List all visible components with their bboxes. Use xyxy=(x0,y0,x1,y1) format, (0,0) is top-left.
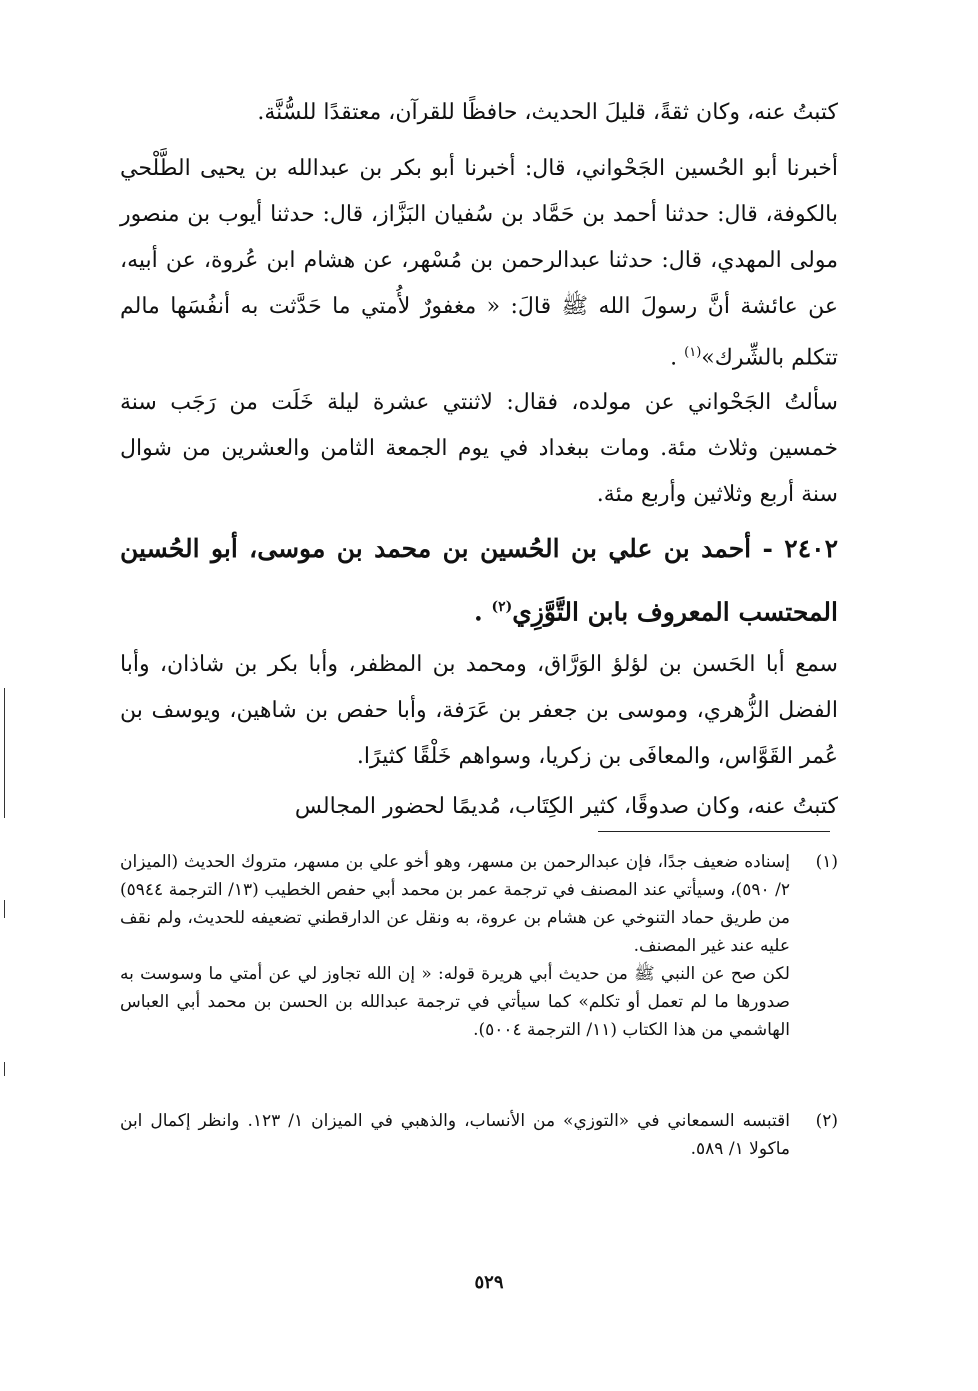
paragraph-2-text: أخبرنا أبو الحُسين الجَحْواني، قال: أخبرنا أبو بكر بن عبدالله بن يحيى الطَّلْحي بالكوفة، قال: حدثنا أحمد بن حَمَّاد بن سُفيان البَزَّاز، قال: حدثنا أيوب بن منصور مولى المهدي، قال: حدثنا عبدالرحمن بن مُسْهر، عن هشام ابن عُروة، عن أبيه، عن عائشة أنَّ رسولَ الله ﷺ قالَ: « مغفورٌ لأُمتي ما حَدَّثت به أنفُسَها مالم تتكلم بالشِّرك» xyxy=(120,156,838,371)
paragraph-5-text: كتبتُ عنه، وكان صدوقًا، كثير الكِتَاب، مُديمًا لحضور المجالس xyxy=(294,794,838,819)
footnote-ref-1[interactable]: (١) xyxy=(684,345,702,360)
paragraph-2-isnad xyxy=(120,146,838,381)
paragraph-3-text: سألتُ الجَحْواني عن مولده، فقال: لاثنتي عشرة ليلة خَلَت من رَجَب سنة خمسين وثلاث مئة. ومات ببغداد في يوم الجمعة الثامن والعشرين من شوال سنة أربع وثلاثين وأربع مئة. xyxy=(120,390,838,507)
footnote-1-text: إسناده ضعيف جدًا، فإن عبدالرحمن بن مسهر، وهو أخو علي بن مسهر، متروك الحديث (الميزان ٢/ ٥٩٠)، وسيأتي عند المصنف في ترجمة عمر بن محمد أبي حفص الخطيب (١٣/ الترجمة ٥٩٤٤) من طريق حماد التنوخي عن هشام بن عروة، به ونقل عن الدارقطني تضعيفه للحديث، ولم نقف عليه عند غير المصنف. xyxy=(120,852,790,956)
entry-heading xyxy=(120,520,838,641)
footnote-2-number: (٢) xyxy=(815,1111,838,1131)
footnote-2-text: اقتبسه السمعاني في «التوزي» من الأنساب، والذهبي في الميزان ١/ ١٢٣. وانظر إكمال ابن ماكولا ١/ ٥٨٩. xyxy=(120,1111,790,1159)
entry-heading-text: ٢٤٠٢ - أحمد بن علي بن الحُسين بن محمد بن موسى، أبو الحُسين المحتسب المعروف بابن التَّوَّزِي xyxy=(120,534,838,627)
footnote-1-text-continued: لكن صح عن النبي ﷺ من حديث أبي هريرة قوله: « إن الله تجاوز لي عن أمتي ما وسوست به صدورها ما لم تعمل أو تكلم» كما سيأتي في ترجمة عبدالله بن الحسن بن محمد أبي العباس الهاشمي من هذا الكتاب (١١/ الترجمة ٥٠٠٤). xyxy=(120,964,790,1040)
paragraph-1-text: كتبتُ عنه، وكان ثقةً، قليلَ الحديث، حافظًا للقرآن، معتقدًا للسُّنَّة. xyxy=(257,100,838,125)
paragraph-4 xyxy=(120,642,838,780)
scan-margin-mark xyxy=(4,688,5,818)
footnote-1 xyxy=(120,848,838,1044)
scan-margin-mark xyxy=(4,900,5,918)
paragraph-3 xyxy=(120,380,838,518)
scan-margin-mark xyxy=(4,1062,5,1076)
page-number: ٥٢٩ xyxy=(474,1272,504,1293)
entry-heading-end: . xyxy=(474,597,483,627)
footnote-1-number: (١) xyxy=(815,852,838,872)
footnote-2 xyxy=(120,1107,838,1163)
footnote-ref-2[interactable]: (٢) xyxy=(491,599,513,615)
paragraph-1 xyxy=(120,90,838,136)
paragraph-5 xyxy=(120,784,838,830)
paragraph-4-text: سمع أبا الحَسن بن لؤلؤ الوَرَّاق، ومحمد بن المظفر، وأبا بكر بن شاذان، وأبا الفضل الزُّهري، وموسى بن جعفر بن عَرَفة، وأبا حفص بن شاهين، ويوسف بن عُمر القَوَّاس، والمعافَى بن زكريا، وسواهم خَلْقًا كثيرًا. xyxy=(120,652,838,769)
paragraph-2-end: . xyxy=(670,345,678,371)
footnote-separator xyxy=(598,831,830,832)
